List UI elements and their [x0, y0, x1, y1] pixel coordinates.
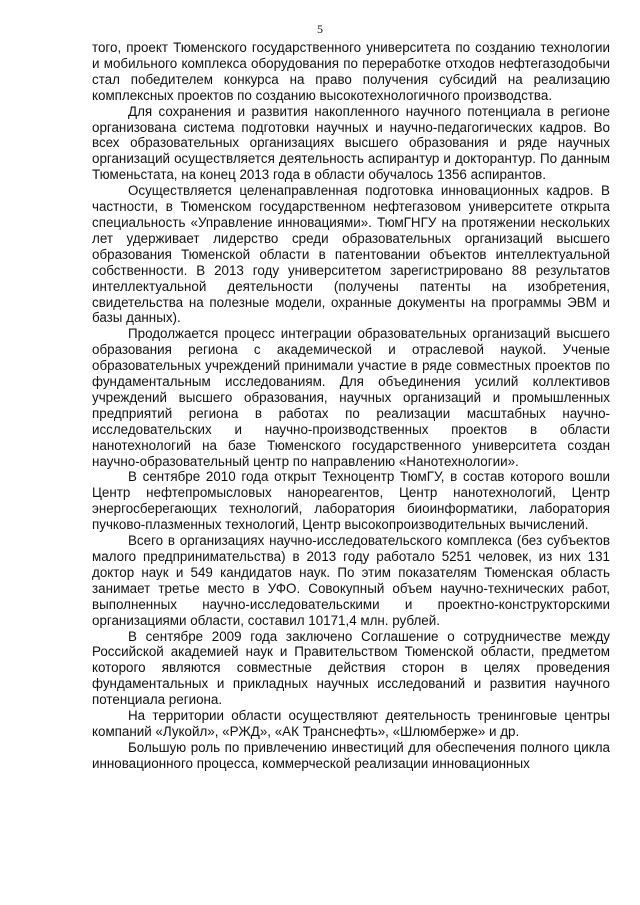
paragraph-investments: Большую роль по привлечению инвестиций для обеспечения полного цикла инновационного процесса, коммерческой реализации инновационных [92, 739, 610, 771]
paragraph-science-integration: Продолжается процесс интеграции образовательных организаций высшего образования региона с академической и отраслевой наукой. Ученые образовательных учреждений принимали участие в ряде совместных проектов по фундаментальным исследованиям. Для объединения усилий коллективов учреждений высшего образования, научных организаций и промышленных предприятий региона в работах по реализации масштабных научно-исследовательских и научно-производственных проектов в области нанотехнологий на базе Тюменского государственного университета создан научно-образовательный центр по направлению «Нанотехнологии». [92, 326, 610, 469]
paragraph-research-personnel: Для сохранения и развития накопленного научного потенциала в регионе организована система подготовки научных и научно-педагогических кадров. Во всех образовательных организациях высшего образования и ряде научных организаций осуществляется деятельность аспирантур и докторантур. По данным Тюменьстата, на конец 2013 года в области обучалось 1356 аспирантов. [92, 103, 610, 183]
paragraph-research-staff: Всего в организациях научно-исследовательского комплекса (без субъектов малого предпринимательства) в 2013 году работало 5251 человек, из них 131 доктор наук и 549 кандидатов наук. По этим показателям Тюменская область занимает третье место в УФО. Совокупный объем научно-технических работ, выполненных научно-исследовательскими и проектно-конструкторскими организациями области, составил 10171,4 млн. рублей. [92, 533, 610, 628]
paragraph-training-centers: На территории области осуществляют деятельность тренинговые центры компаний «Лукойл», «РЖД», «АК Транснефть», «Шлюмберже» и др. [92, 708, 610, 739]
paragraph-ras-agreement: В сентябре 2009 года заключено Соглашение о сотрудничестве между Российской академией наук и Правительством Тюменской области, предметом которого являются совместные действия сторон в целях проведения фундаментальных и прикладных научных исследований и развития научного потенциала региона. [92, 628, 610, 708]
paragraph-technocenter: В сентябре 2010 года открыт Техноцентр ТюмГУ, в состав которого вошли Центр нефтепромысловых нанореагентов, Центр нанотехнологий, Центр энергосберегающих технологий, лаборатория биоинформатики, лаборатория пучково-плазменных технологий, Центр высокопроизводительных вычислений. [92, 469, 610, 533]
document-body [92, 40, 610, 772]
paragraph-innovation-personnel: Осуществляется целенаправленная подготовка инновационных кадров. В частности, в Тюменском государственном нефтегазовом университете открыта специальность «Управление инновациями». ТюмГНГУ на протяжении нескольких лет удерживает лидерство среди образовательных организаций высшего образования Тюменской области в патентовании объектов интеллектуальной собственности. В 2013 году университетом зарегистрировано 88 результатов интеллектуальной деятельности (получены патенты на изобретения, свидетельства на полезные модели, охранные документы на программы ЭВМ и базы данных). [92, 183, 610, 326]
page-number: 5 [317, 22, 323, 36]
paragraph-continuation: того, проект Тюменского государственного университета по созданию технологии и мобильного комплекса оборудования по переработке отходов нефтегазодобычи стал победителем конкурса на право получения субсидий на реализацию комплексных проектов по созданию высокотехнологичного производства. [92, 40, 610, 103]
